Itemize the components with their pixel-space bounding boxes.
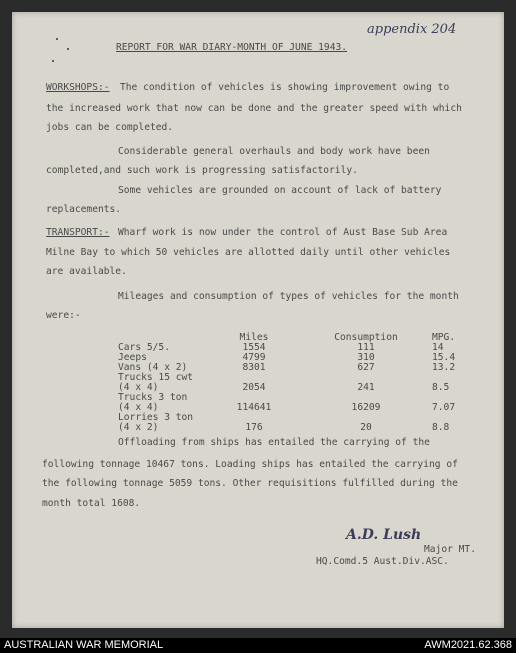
punch-mark (67, 48, 69, 50)
table-row (118, 423, 492, 433)
vehicle-type: Jeeps (118, 352, 147, 363)
mpg: 13.2 (432, 362, 456, 373)
table-header: MPG. (432, 332, 456, 343)
signature-rank: Major MT. (424, 544, 476, 555)
consumption: 16209 (351, 402, 381, 413)
mpg: 15.4 (432, 352, 456, 363)
paragraph-line: Wharf work is now under the control of Aust Base Sub Area (118, 227, 448, 238)
miles: 1554 (242, 342, 266, 353)
consumption: 627 (357, 362, 375, 373)
vehicle-type: (4 x 4) (118, 382, 159, 393)
punch-mark (52, 60, 54, 62)
paragraph-line: month total 1608. (42, 498, 141, 509)
transport-heading: TRANSPORT:- (46, 227, 110, 238)
footer-source: AUSTRALIAN WAR MEMORIAL (4, 639, 164, 651)
mileage-table (118, 333, 492, 433)
footer-bar (0, 638, 516, 653)
miles: 8301 (242, 362, 266, 373)
paragraph-line: The condition of vehicles is showing improvement owing to (120, 82, 450, 93)
mpg: 8.5 (432, 382, 450, 393)
paragraph-line: replacements. (46, 204, 122, 215)
vehicle-type: (4 x 2) (118, 422, 159, 433)
workshops-heading: WORKSHOPS:- (46, 82, 110, 93)
paragraph-line: Milne Bay to which 50 vehicles are allotted daily until other vehicles (46, 247, 451, 258)
signature: A.D. Lush (346, 527, 422, 543)
miles: 176 (245, 422, 263, 433)
punch-mark (56, 38, 58, 40)
signature-unit: HQ.Comd.5 Aust.Div.ASC. (316, 556, 449, 567)
miles: 2054 (242, 382, 266, 393)
paragraph-line: the increased work that now can be done and the greater speed with which (46, 103, 462, 114)
table-header: Consumption (334, 332, 398, 343)
paragraph-line: the following tonnage 5059 tons. Other requisitions fulfilled during the (42, 478, 458, 489)
mpg: 14 (432, 342, 444, 353)
vehicle-type: (4 x 4) (118, 402, 159, 413)
paragraph-line: Offloading from ships has entailed the carrying of the (118, 437, 430, 448)
miles: 4799 (242, 352, 266, 363)
paragraph-line: jobs can be completed. (46, 122, 174, 133)
mpg: 7.07 (432, 402, 456, 413)
consumption: 310 (357, 352, 375, 363)
miles: 114641 (236, 402, 272, 413)
handwritten-annotation: appendix 204 (367, 22, 457, 37)
paragraph-line: Mileages and consumption of types of vehicles for the month (118, 291, 459, 302)
paragraph-line: completed,and such work is progressing satisfactorily. (46, 165, 358, 176)
paragraph-line: Considerable general overhauls and body work have been (118, 146, 430, 157)
footer-accession: AWM2021.62.368 (424, 639, 512, 651)
paragraph-line: were:- (46, 310, 81, 321)
report-title: REPORT FOR WAR DIARY-MONTH OF JUNE 1943. (116, 42, 348, 53)
consumption: 241 (357, 382, 375, 393)
vehicle-type: Cars 5/5. (118, 342, 170, 353)
table-header: Miles (239, 332, 269, 343)
consumption: 111 (357, 342, 375, 353)
vehicle-type: Vans (4 x 2) (118, 362, 188, 373)
paragraph-line: Some vehicles are grounded on account of lack of battery (118, 185, 442, 196)
paragraph-line: are available. (46, 266, 127, 277)
document-page (12, 12, 504, 628)
vehicle-type: Trucks 3 ton (118, 392, 188, 403)
paragraph-line: following tonnage 10467 tons. Loading ships has entailed the carrying of (42, 459, 458, 470)
consumption: 20 (360, 422, 372, 433)
vehicle-type: Lorries 3 ton (118, 412, 194, 423)
mpg: 8.8 (432, 422, 450, 433)
vehicle-type: Trucks 15 cwt (118, 372, 194, 383)
